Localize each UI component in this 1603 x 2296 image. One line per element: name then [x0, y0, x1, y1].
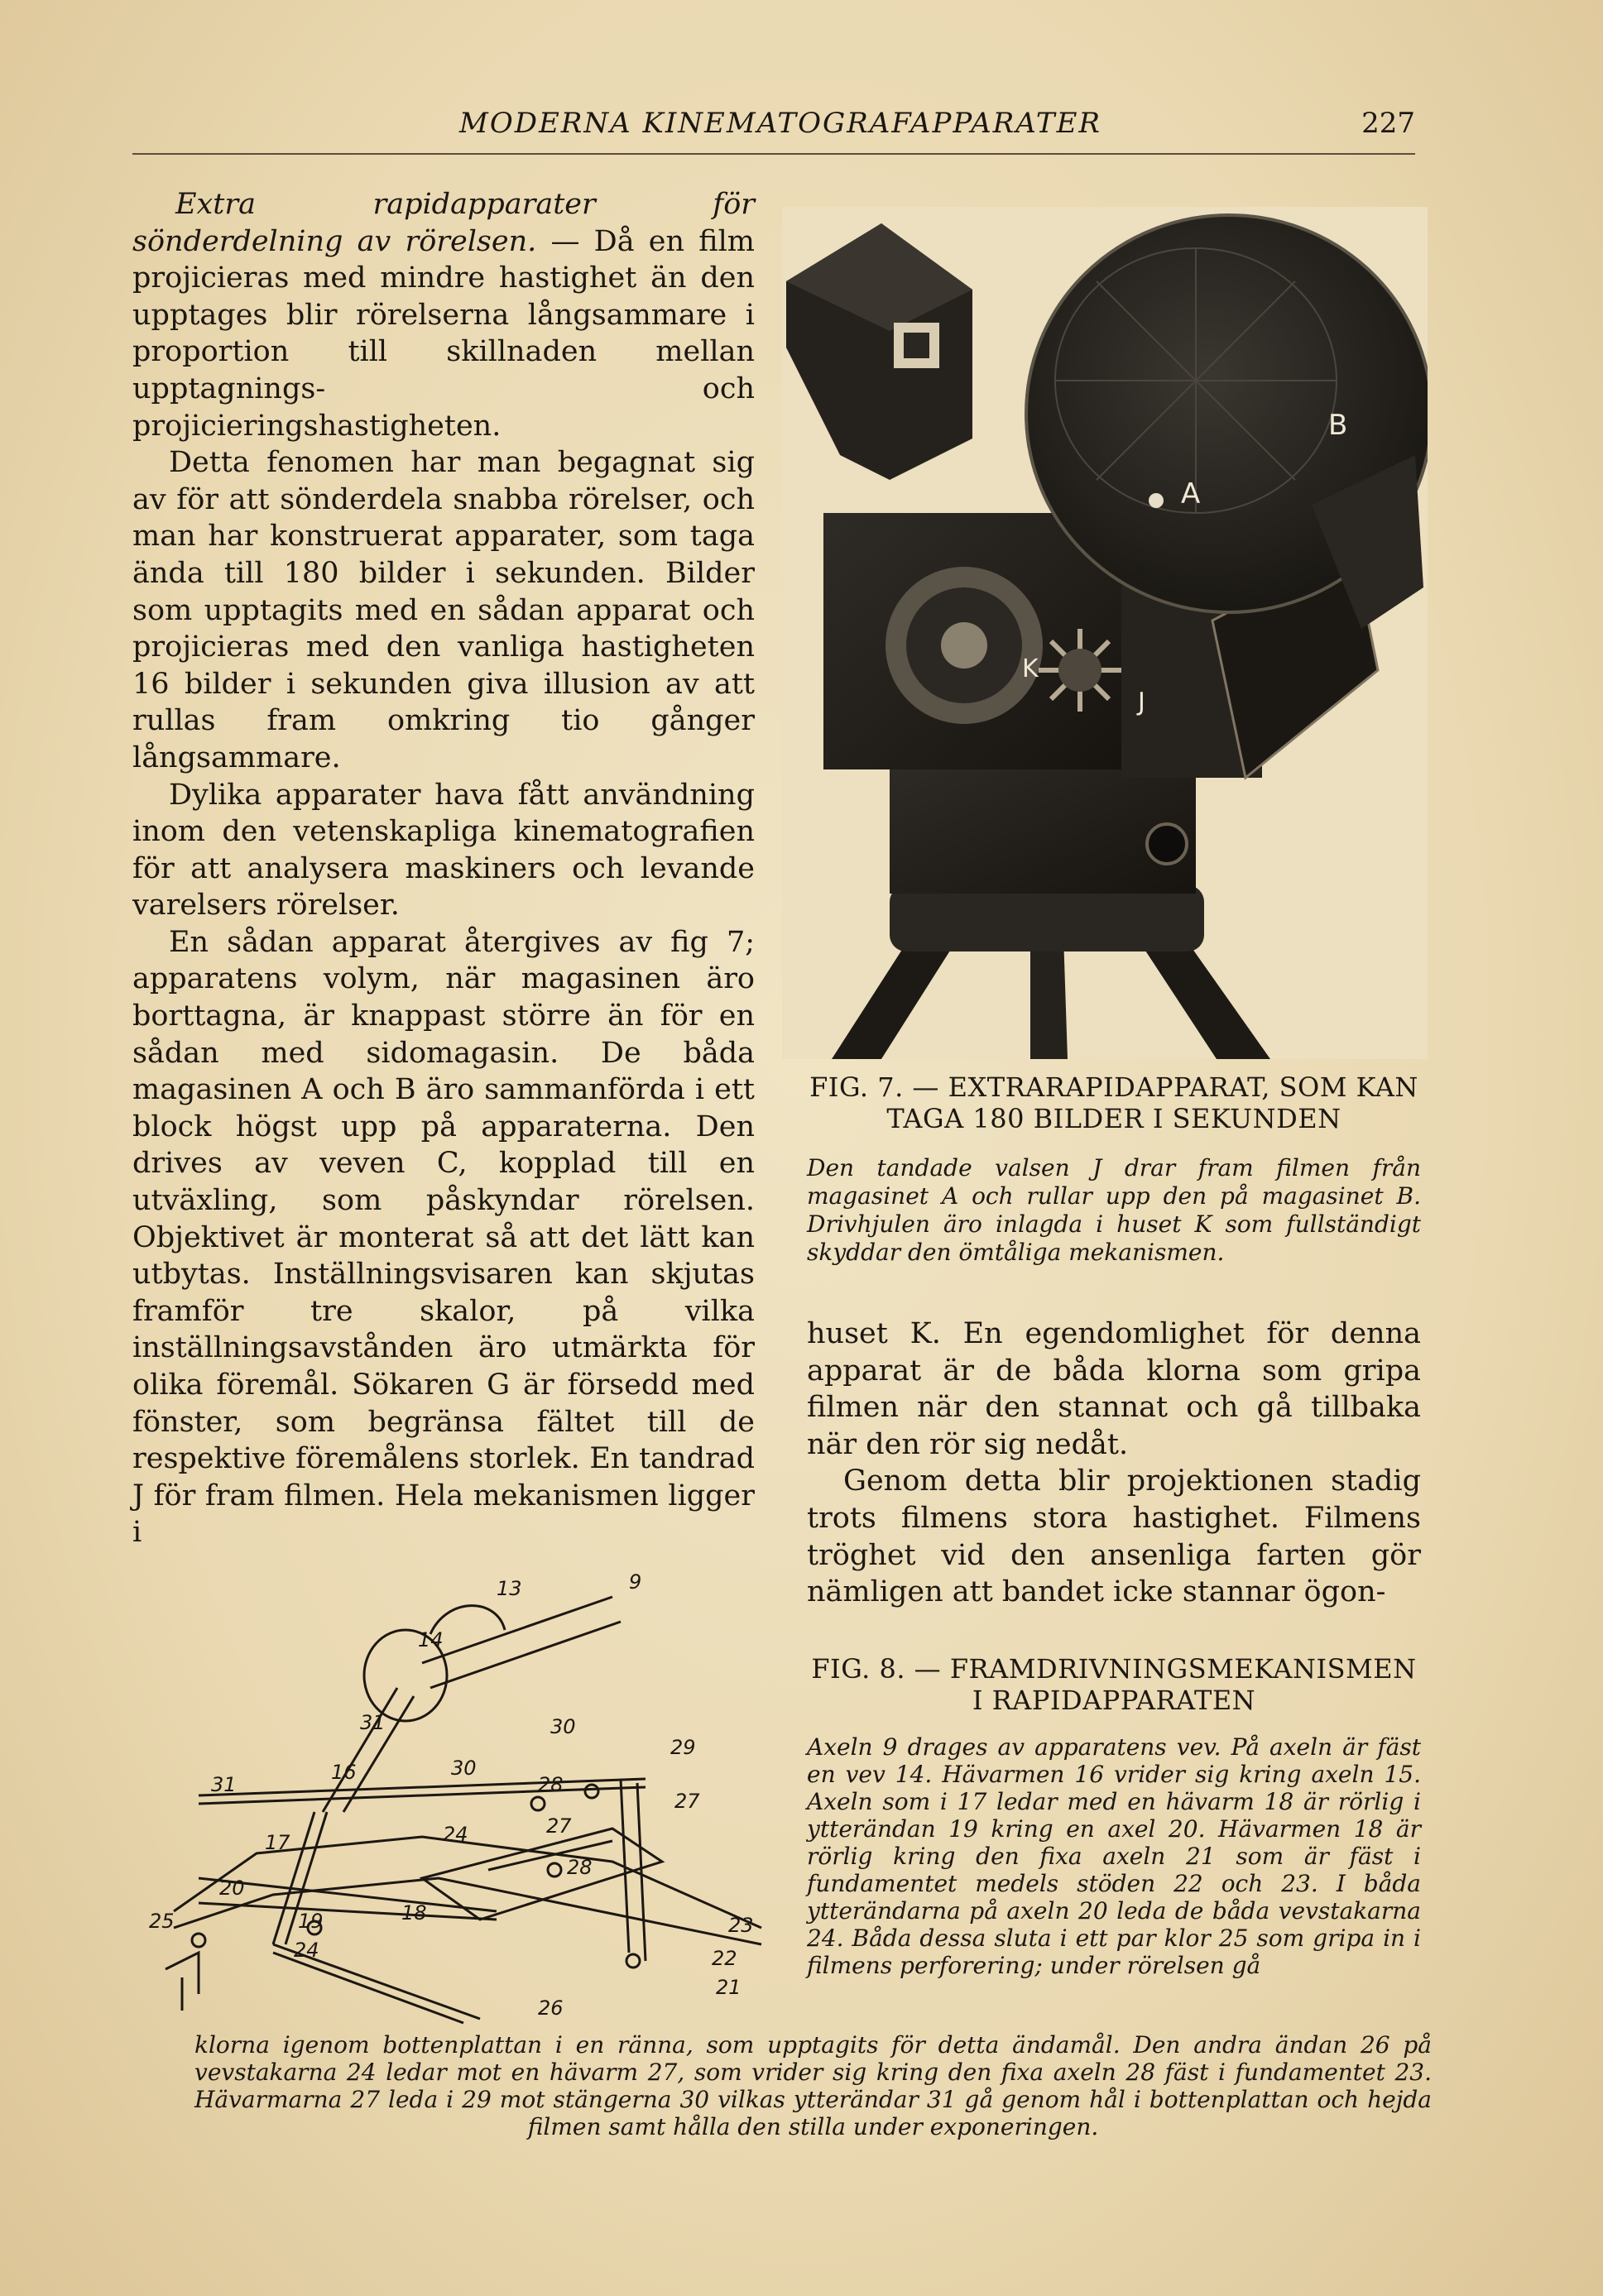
paragraph-4: En sådan apparat återgives av fig 7; apparatens volym, när magasinen äro borttagna, är knappast större än för en sådan med sidomagasin. De båda magasinen A och B äro sammanförda i ett block högst upp på apparaterna. Den drives av veven C, kopplad till en utväxling, som påskyndar rörelsen. Objektivet är monterat så att det lätt kan utbytas. Inställningsvisaren kan skjutas framför tre skalor, på vilka inställningsavstånden äro utmärkta för olika föremål. Sökaren G är försedd med fönster, som begränsa fältet till de respektive föremålens storlek. En tandrad J för fram filmen. Hela mekanismen ligger i: [132, 925, 755, 1550]
mechanism-drawing: [149, 1564, 778, 2027]
paragraph-2: Detta fenomen har man begagnat sig av för att sönderdela snabba rörelser, och man har konstruerat apparater, som taga ända till 180 bilder i sekunden. Bilder som upptagits med en sådan apparat och projicieras med den vanliga hastigheten 16 bilder i sekunden giva illusion av att rullas fram omkring tio gånger långsammare.: [132, 446, 755, 774]
fig8-label-9: 9: [629, 1570, 642, 1594]
camera-illustration: [782, 207, 1428, 1059]
lead-heading: Extra rapidapparater för sönderdelning av rörelsen.: [132, 188, 755, 258]
label-b: B: [1328, 409, 1348, 442]
fig8-diagram: [149, 1564, 778, 2027]
fig8-label-13: 13: [497, 1577, 522, 1600]
fig8-label-19: 19: [298, 1910, 324, 1933]
fig8-caption-continued: klorna igenom bottenplattan i en ränna, som upptagits för detta ändamål. Den andra ändan 26 på vevstakarna 24 ledar mot en hävarm 27, som vrider sig kring den fixa axeln 28 fäst i fundamentet 23. Hävarmarna 27 leda i 29 mot stängerna 30 vilkas ytterändar 31 gå genom hål i bottenplattan och hejda filmen samt hålla den stilla under exponeringen.: [194, 2031, 1432, 2140]
fig7-caption: Den tandade valsen J drar fram filmen från magasinet A och rullar upp den på magasinet B. Drivhjulen äro inlagda i huset K som fullständigt skyddar den ömtåliga mekanismen.: [807, 1154, 1421, 1266]
paragraph-3: Dylika apparater hava fått användning inom den vetenskapliga kinematografien för att analysera maskiners och levande varelsers rörelser.: [132, 778, 755, 923]
fig8-label-30b: 30: [451, 1757, 477, 1780]
fig8-label-17: 17: [265, 1831, 290, 1854]
fig8-label-29: 29: [670, 1736, 696, 1759]
fig8-label-30a: 30: [550, 1715, 576, 1738]
fig8-label-28a: 28: [538, 1773, 564, 1796]
fig8-label-26: 26: [538, 1996, 564, 2020]
fig8-caption: Axeln 9 drages av apparatens vev. På axeln är fäst en vev 14. Hävarmen 16 vrider sig kring axeln 15. Axeln som i 17 ledar med en hävarm 18 är rörlig i ytterändan 19 kring en axel 20. Hävarmen 18 är rörlig kring den fixa axeln 21 som är fäst i fundamentet medels stöden 22 och 23. I båda ytterändarna på axeln 20 leda de båda vevstakarna 24. Båda dessa sluta i ett par klor 25 som gripa in i filmens perforering; under rörelsen gå: [807, 1733, 1421, 1979]
fig8-label-21: 21: [716, 1976, 742, 1999]
right-column: [807, 1316, 1421, 1611]
page-number: 227: [1361, 107, 1415, 140]
running-title: MODERNA KINEMATOGRAFAPPARATER: [459, 107, 1102, 140]
fig8-label-31b: 31: [211, 1773, 237, 1796]
fig8-label-22: 22: [712, 1947, 737, 1970]
right-paragraph-1: huset K. En egendomlighet för denna apparat är de båda klorna som gripa filmen när den stannat och gå tillbaka när den rör sig nedåt.: [807, 1317, 1421, 1461]
fig8-label-18: 18: [401, 1901, 427, 1925]
fig8-label-14: 14: [418, 1628, 444, 1651]
fig8-label-24a: 24: [443, 1823, 468, 1846]
page-header: [132, 103, 1415, 155]
fig8-label-25: 25: [149, 1910, 175, 1933]
fig8-label-28b: 28: [567, 1856, 593, 1879]
fig8-label-23: 23: [728, 1914, 754, 1937]
fig8-label-16: 16: [331, 1761, 357, 1784]
label-k: K: [1022, 654, 1039, 683]
fig8-title: FIG. 8. — FRAMDRIVNINGSMEKANISMEN I RAPIDAPPARATEN: [811, 1653, 1417, 1716]
fig8-label-31a: 31: [360, 1711, 386, 1734]
left-column: [132, 186, 755, 1551]
fig8-label-20: 20: [219, 1877, 245, 1900]
label-a: A: [1181, 477, 1201, 510]
fig8-label-27-mid: 27: [546, 1814, 572, 1838]
paragraph-1-text: — Då en film projicieras med mindre hastighet än den upptages blir rörelserna långsammare i proportion till skillnaden mellan upptagnings- och projicieringshastigheten.: [132, 224, 756, 443]
fig7-title: FIG. 7. — EXTRARAPIDAPPARAT, SOM KAN TAGA 180 BILDER I SEKUNDEN: [809, 1071, 1418, 1134]
label-j: J: [1138, 688, 1145, 717]
fig8-label-24b: 24: [294, 1939, 319, 1962]
fig7-photo: [782, 207, 1428, 1059]
paragraph-1: [132, 186, 755, 444]
right-paragraph-2: Genom detta blir projektionen stadig trots filmens stora hastighet. Filmens tröghet vid den ansenliga farten gör nämligen att bandet icke stannar ögon-: [807, 1464, 1421, 1609]
fig8-label-27: 27: [674, 1790, 700, 1813]
